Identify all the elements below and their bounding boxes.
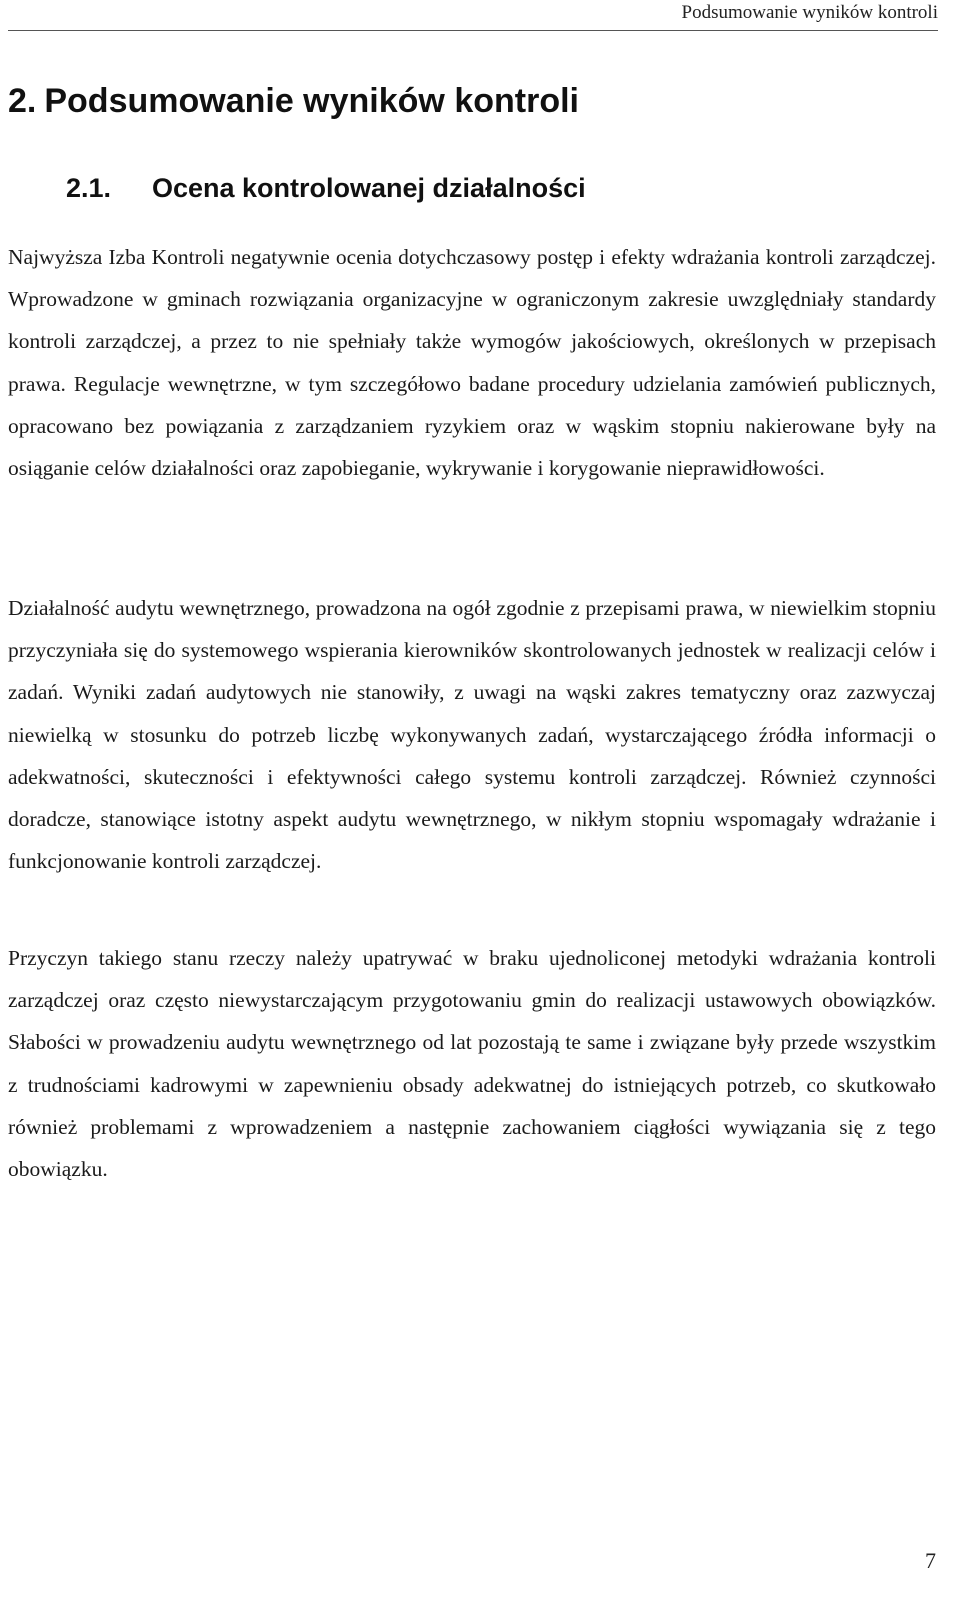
subsection-number: 2.1.: [66, 173, 112, 203]
subsection-title: Ocena kontrolowanej działalności: [152, 173, 586, 203]
running-header: Podsumowanie wyników kontroli: [681, 2, 938, 23]
paragraph-internal-audit: Działalność audytu wewnętrznego, prowadzona na ogół zgodnie z przepisami prawa, w niewielkim stopniu przyczyniała się do systemowego wspierania kierowników skontrolowanych jednostek w realizacji celów i zadań. Wyniki zadań audytowych nie stanowiły, z uwagi na wąski zakres tematyczny oraz zazwyczaj niewielką w stosunku do potrzeb liczbę wykonywanych zadań, wystarczającego źródła informacji o adekwatności, skuteczności i efektywności całego systemu kontroli zarządczej. Również czynności doradcze, stanowiące istotny aspekt audytu wewnętrznego, w nikłym stopniu wspomagały wdrażanie i funkcjonowanie kontroli zarządczej.: [8, 596, 936, 874]
section-number: 2.: [8, 82, 37, 120]
page-number: 7: [925, 1548, 936, 1573]
section-heading: [8, 82, 579, 121]
section-title: Podsumowanie wyników kontroli: [44, 82, 579, 120]
paragraph-assessment: Najwyższa Izba Kontroli negatywnie ocenia dotychczasowy postęp i efekty wdrażania kontroli zarządczej. Wprowadzone w gminach rozwiązania organizacyjne w ograniczonym zakresie uwzględniały standardy kontroli zarządczej, a przez to nie spełniały także wymogów jakościowych, określonych w przepisach prawa. Regulacje wewnętrzne, w tym szczegółowo badane procedury udzielania zamówień publicznych, opracowano bez powiązania z zarządzaniem ryzykiem oraz w wąskim stopniu nakierowane były na osiąganie celów działalności oraz zapobieganie, wykrywanie i korygowanie nieprawidłowości.: [8, 245, 936, 481]
header-rule: [8, 30, 938, 31]
paragraph-causes: Przyczyn takiego stanu rzeczy należy upatrywać w braku ujednoliconej metodyki wdrażania kontroli zarządczej oraz często niewystarczającym przygotowaniu gmin do realizacji ustawowych obowiązków. Słabości w prowadzeniu audytu wewnętrznego od lat pozostają te same i związane były przede wszystkim z trudnościami kadrowymi w zapewnieniu obsady adekwatnej do istniejących potrzeb, co skutkowało również problemami z wprowadzeniem a następnie zachowaniem ciągłości wywiązania się z tego obowiązku.: [8, 946, 936, 1182]
subsection-heading: [66, 173, 586, 204]
